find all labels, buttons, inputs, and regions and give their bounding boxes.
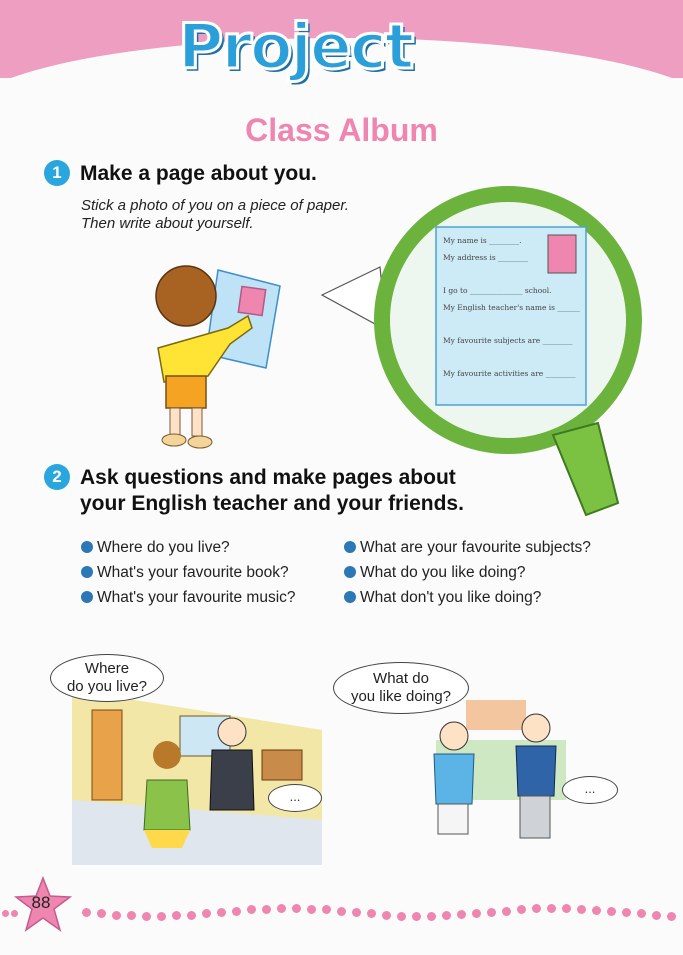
speech-bubble-where: Where do you live?: [50, 654, 164, 702]
form-line-teacher: My English teacher's name is ______: [443, 303, 580, 312]
boy-illustration: [148, 258, 288, 458]
section-1-number: 1: [44, 160, 70, 186]
footer-dot: [382, 911, 391, 920]
question-item: What don't you like doing?: [344, 587, 541, 609]
question-item: What's your favourite book?: [81, 562, 289, 584]
bullet-icon: [344, 591, 356, 603]
reply-bubble-left: ...: [268, 784, 322, 812]
footer-dot: [637, 909, 646, 918]
bullet-icon: [81, 591, 93, 603]
footer-dot: [457, 910, 466, 919]
footer-dot: [532, 904, 541, 913]
footer-dot: [547, 904, 556, 913]
footer-dot: [11, 910, 18, 917]
question-item: What's your favourite music?: [81, 587, 296, 609]
footer-dot: [217, 908, 226, 917]
footer-dot: [2, 910, 9, 917]
footer-dot: [292, 904, 301, 913]
footer-dot: [442, 911, 451, 920]
bullet-icon: [344, 541, 356, 553]
footer-dot: [157, 912, 166, 921]
footer-dot: [322, 905, 331, 914]
question-item: What are your favourite subjects?: [344, 537, 591, 559]
form-line-activities: My favourite activities are ________: [443, 369, 576, 378]
footer-dot: [517, 905, 526, 914]
footer-dot: [562, 904, 571, 913]
footer-dot: [412, 912, 421, 921]
form-line-name: My name is ________.: [443, 236, 522, 245]
footer-dot: [487, 908, 496, 917]
footer-dot: [142, 912, 151, 921]
form-line-subjects: My favourite subjects are ________: [443, 336, 573, 345]
footer-dot: [127, 911, 136, 920]
footer-dot: [607, 907, 616, 916]
instruction-line-1: Stick a photo of you on a piece of paper.: [81, 197, 349, 214]
footer-dot: [172, 911, 181, 920]
bullet-icon: [81, 541, 93, 553]
footer-dot: [592, 906, 601, 915]
playground-scene: [426, 700, 576, 850]
project-title: Project: [178, 10, 413, 83]
bullet-icon: [81, 566, 93, 578]
footer-dot: [262, 905, 271, 914]
footer-dot: [202, 909, 211, 918]
footer-dot: [112, 911, 121, 920]
footer-dot: [397, 912, 406, 921]
page-number: 88: [31, 893, 51, 912]
footer-dot: [82, 908, 91, 917]
footer-dot: [472, 909, 481, 918]
footer-dot: [577, 905, 586, 914]
section-2-heading-line-2: your English teacher and your friends.: [80, 492, 464, 515]
instruction-line-2: Then write about yourself.: [81, 215, 254, 232]
footer-dot: [187, 911, 196, 920]
footer-dot: [307, 905, 316, 914]
footer-dot: [652, 911, 661, 920]
footer-dot: [232, 907, 241, 916]
question-item: Where do you live?: [81, 537, 230, 559]
section-2-heading-line-1: Ask questions and make pages about: [80, 466, 456, 489]
footer-dot: [367, 909, 376, 918]
section-1-heading: Make a page about you.: [80, 162, 317, 185]
footer-dot: [667, 912, 676, 921]
footer-dot: [97, 909, 106, 918]
bullet-icon: [344, 566, 356, 578]
question-item: What do you like doing?: [344, 562, 525, 584]
classroom-scene: [72, 680, 322, 865]
form-line-school: I go to ______________ school.: [443, 286, 552, 295]
footer-dot: [427, 912, 436, 921]
section-2-number: 2: [44, 464, 70, 490]
footer-dot: [277, 904, 286, 913]
footer-dot: [622, 908, 631, 917]
footer-dot: [337, 907, 346, 916]
form-line-address: My address is ________: [443, 253, 529, 262]
footer-dot: [352, 908, 361, 917]
footer-dot: [502, 907, 511, 916]
page-title: Class Album: [245, 112, 438, 148]
footer-dot: [247, 905, 256, 914]
speech-bubble-like: What do you like doing?: [333, 662, 469, 714]
reply-bubble-right: ...: [562, 776, 618, 804]
